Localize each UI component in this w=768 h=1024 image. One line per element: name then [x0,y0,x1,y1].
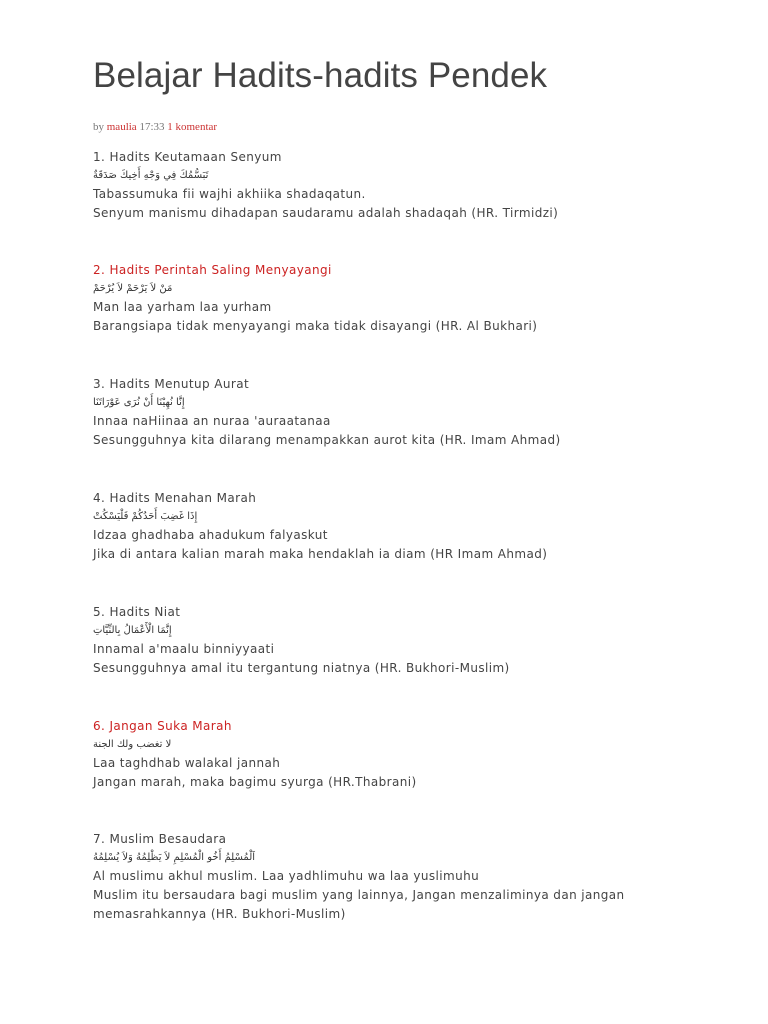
hadith-arabic: إِذَا غَضِبَ أَحَدُكُمْ فَلْيَسْكُتْ [93,511,198,522]
hadith-transliteration: Tabassumuka fii wajhi akhiika shadaqatun. [93,187,366,201]
hadith-entry-3 [93,375,743,450]
hadith-translation: Jangan marah, maka bagimu syurga (HR.Thabrani) [93,775,417,789]
hadith-translation: Sesungguhnya amal itu tergantung niatnya (HR. Bukhori-Muslim) [93,661,510,675]
hadith-arabic: إِنَّا نُهِيْنَا أَنْ نُرَى عَوْرَاتَنَا [93,397,185,408]
author-link[interactable]: maulia [106,121,137,133]
post-byline [93,121,217,133]
hadith-heading: 7. Muslim Besaudara [93,832,227,846]
post-title: Belajar Hadits-hadits Pendek [93,56,548,95]
post-time: 17:33 [139,121,165,133]
hadith-transliteration: Al muslimu akhul muslim. Laa yadhlimuhu wa laa yuslimuhu [93,869,480,883]
hadith-arabic: مَنْ لاَ يَرْحَمْ لاَ يُرْحَمْ [93,283,173,294]
hadith-translation: Barangsiapa tidak menyayangi maka tidak disayangi (HR. Al Bukhari) [93,319,538,333]
hadith-transliteration: Innaa naHiinaa an nuraa 'auraatanaa [93,414,331,428]
hadith-transliteration: Idzaa ghadhaba ahadukum falyaskut [93,528,328,542]
hadith-entry-7 [93,830,743,924]
hadith-entry-6 [93,717,743,792]
hadith-entry-5 [93,603,743,678]
hadith-translation: Jika di antara kalian marah maka hendaklah ia diam (HR Imam Ahmad) [93,547,548,561]
hadith-heading: 4. Hadits Menahan Marah [93,491,257,505]
hadith-entry-2 [93,261,743,336]
hadith-transliteration: Man laa yarham laa yurham [93,300,272,314]
hadith-transliteration: Innamal a'maalu binniyyaati [93,642,275,656]
hadith-heading: 1. Hadits Keutamaan Senyum [93,150,282,164]
hadith-arabic: اَلْمُسْلِمُ أَخُو الْمُسْلِمِ لاَ يَظْلِمُهُ وَلاَ يُسْلِمُهُ [93,852,256,863]
comments-link[interactable]: 1 komentar [167,121,218,133]
hadith-arabic: إِنَّمَا الْأَعْمَالُ بِالنِّيَّاتِ [93,625,172,636]
hadith-translation: Senyum manismu dihadapan saudaramu adalah shadaqah (HR. Tirmidzi) [93,206,559,220]
hadith-transliteration: Laa taghdhab walakal jannah [93,756,281,770]
hadith-heading-link[interactable]: 6. Jangan Suka Marah [93,719,232,733]
hadith-entry-4 [93,489,743,564]
hadith-arabic: تَبَسُّمُكَ فِي وَجْهِ أَخِيكَ صَدَقَةٌ [93,170,209,181]
hadith-translation: Sesungguhnya kita dilarang menampakkan aurot kita (HR. Imam Ahmad) [93,433,561,447]
hadith-translation: Muslim itu bersaudara bagi muslim yang lainnya, Jangan menzaliminya dan jangan memasrahkannya (HR. Bukhori-Muslim) [93,888,625,921]
hadith-arabic: لا تغضب ولك الجنة [93,739,172,750]
hadith-entry-1 [93,148,743,223]
hadith-heading: 5. Hadits Niat [93,605,181,619]
hadith-heading: 3. Hadits Menutup Aurat [93,377,250,391]
hadith-heading-link[interactable]: 2. Hadits Perintah Saling Menyayangi [93,263,332,277]
byline-by: by [93,121,104,133]
